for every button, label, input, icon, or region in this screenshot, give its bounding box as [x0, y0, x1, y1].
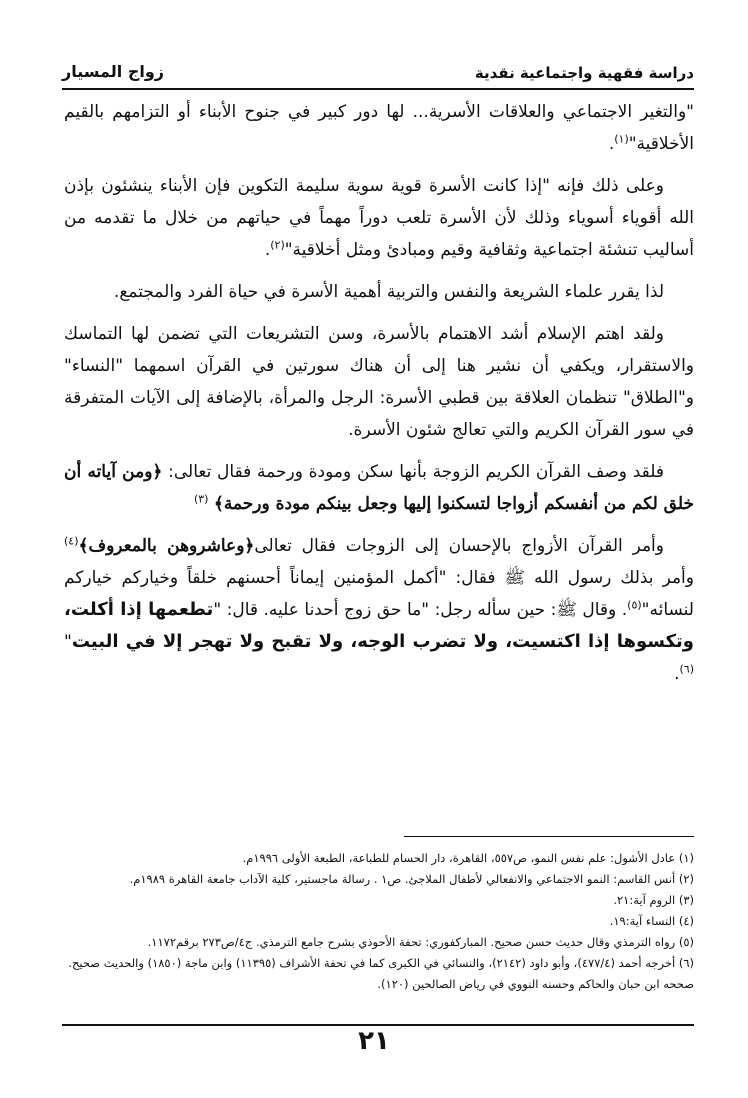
header-divider — [62, 88, 694, 90]
hadith-bold-text: تطعمها إذا أكلت، وتكسوها إذا اكتسيت، ولا تضرب الوجه، ولا تقبح ولا تهجر إلا في البيت — [64, 599, 694, 652]
main-text — [64, 96, 694, 700]
paragraph-5 — [64, 456, 694, 520]
footnote-ref-3: (٣) — [193, 492, 209, 506]
footnotes — [64, 848, 694, 995]
running-header — [62, 62, 694, 88]
paragraph-1 — [64, 96, 694, 160]
header-book-title: زواج المسيار — [62, 62, 164, 81]
footnote-ref-5: (٥) — [627, 598, 642, 612]
footnote-ref-2: (٢) — [270, 238, 285, 252]
paragraph-1-end: . — [608, 134, 615, 154]
paragraph-6-close: " — [64, 632, 72, 652]
paragraph-4-text: ولقد اهتم الإسلام أشد الاهتمام بالأسرة، وسن التشريعات التي تضمن لها التماسك والاستقرار، ويكفي أن نشير هنا إلى أن هناك سورتين في القرآن اسمهما "النساء" و"الطلاق" تنظمان العلاقة بين قطبي الأسرة: الرجل والمرأة، بالإضافة إلى الآيات المتفرقة في سور القرآن الكريم والتي تعالج شئون الأسرة. — [64, 324, 694, 440]
footnote-6: (٦) أخرجه أحمد (٤٧٧/٤)، وأبو داود (٢١٤٢)، والنسائي في الكبرى كما في تحفة الأشراف (١١٣٩٥) وابن ماجة (١٨٥٠) والحديث صحيح. صححه ابن حبان والحاكم وحسنه النووي في رياض الصالحين (١٢٠). — [68, 956, 694, 991]
paragraph-6 — [64, 530, 694, 690]
paragraph-3-text: لذا يقرر علماء الشريعة والنفس والتربية أهمية الأسرة في حياة الفرد والمجتمع. — [113, 282, 664, 302]
footnote-5: (٥) رواه الترمذي وقال حديث حسن صحيح. المباركفوري: تحفة الأحوذي بشرح جامع الترمذي. ج٤/ص٢٧٣ برقم١١٧٢. — [147, 935, 694, 949]
page-number: ٢١ — [358, 1026, 390, 1056]
quran-verse-1: ﴿ومن آياته أن خلق لكم من أنفسكم أزواجا لتسكنوا إليها وجعل بينكم مودة ورحمة﴾ — [64, 462, 694, 514]
paragraph-6-tail: . وقال ﷺ: حين سأله رجل: "ما حق زوج أحدنا عليه. قال: " — [213, 600, 628, 620]
paragraph-4 — [64, 318, 694, 446]
footnote-ref-4: (٤) — [64, 534, 79, 548]
footnote-ref-1: (١) — [614, 132, 629, 146]
footnote-3: (٣) الروم آية:٢١. — [613, 893, 694, 907]
paragraph-5-intro: فلقد وصف القرآن الكريم الزوجة بأنها سكن ومودة ورحمة فقال تعالى: — [162, 462, 664, 482]
paragraph-6-end: . — [674, 664, 680, 684]
paragraph-3 — [64, 276, 694, 308]
paragraph-2-end: . — [264, 240, 271, 260]
quran-verse-2: ﴿وعاشروهن بالمعروف﴾ — [78, 536, 255, 556]
paragraph-1-text: "والتغير الاجتماعي والعلاقات الأسرية... لها دور كبير في جنوح الأبناء أو التزامهم بالقيم الأخلاقية" — [64, 102, 694, 154]
paragraph-6-mid: وأمر بذلك رسول الله ﷺ فقال: "أكمل المؤمنين إيماناً أحسنهم خلقاً وخياركم خياركم لنسائه" — [64, 568, 694, 620]
footnote-4: (٤) النساء آية:١٩. — [609, 914, 694, 928]
header-subtitle: دراسة فقهية واجتماعية نقدية — [474, 64, 694, 82]
paragraph-6-intro: وأمر القرآن الأزواج بالإحسان إلى الزوجات فقال تعالى — [254, 536, 664, 556]
footnote-divider — [404, 836, 694, 837]
footnote-2: (٢) أنس القاسم: النمو الاجتماعي والانفعالي لأطفال الملاجئ. ص١ . رسالة ماجستير، كلية الآداب جامعة القاهرة ١٩٨٩م. — [129, 872, 694, 886]
footnote-ref-6: (٦) — [679, 662, 694, 676]
paragraph-2-text: وعلى ذلك فإنه "إذا كانت الأسرة قوية سوية سليمة التكوين فإن الأبناء ينشئون بإذن الله أقوياء أسوياء وذلك لأن الأسرة تلعب دوراً مهماً في حياتهم من خلال ما تقدمه من أساليب تنشئة اجتماعية وثقافية وقيم ومبادئ ومثل أخلاقية" — [64, 176, 694, 260]
footnote-1: (١) عادل الأشول: علم نفس النمو، ص٥٥٧، القاهرة، دار الحسام للطباعة، الطبعة الأولى ١٩٩٦م. — [242, 851, 694, 865]
paragraph-2 — [64, 170, 694, 266]
